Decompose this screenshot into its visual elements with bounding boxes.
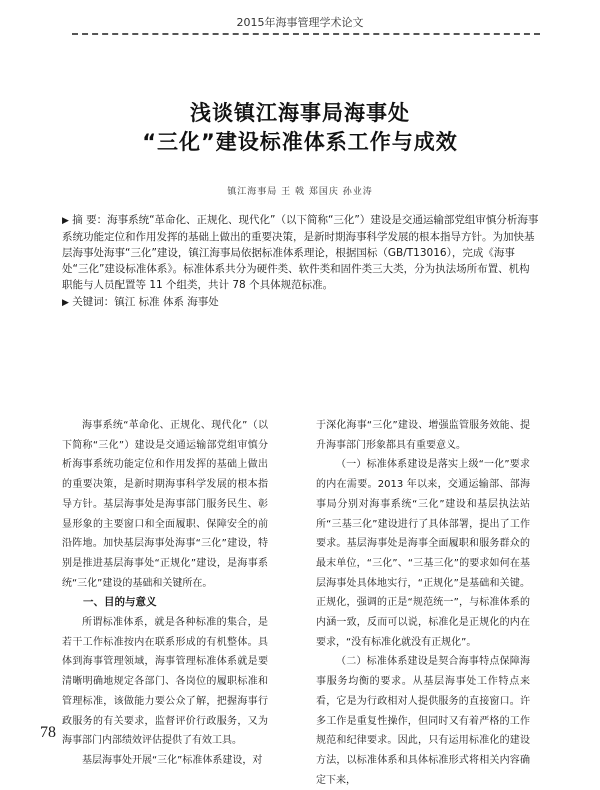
article-title-line-2: “三化”建设标准体系工作与成效 (142, 130, 458, 154)
abstract-label: 摘 要： (72, 214, 108, 226)
abstract-text: 海事系统“革命化、正规化、现代化”（以下简称“三化”）建设是交通运输部党组审慎分析海事系统功能定位和作用发挥的基础上做出的重要决策，是新时期海事科学发展的根本指导方针。为加快基层海事处海事“三化”建设，镇江海事局依据标准体系理论，根据国标（GB/T13016），完成《海事处“三化”建设标准体系》。标准体系共分为硬件类、软件类和固件类三大类，分为执法场所布置、机构职能与人员配置等 11 个组类，共计 78 个具体规范标准。 (62, 214, 539, 291)
keywords-text: 镇江 标准 体系 海事处 (114, 296, 219, 308)
body-paragraph: 海事系统“革命化、正规化、现代化”（以下简称“三化”）建设是交通运输部党组审慎分析海事系统功能定位和作用发挥的基础上做出的重要决策，是新时期海事科学发展的根本指导方针。基层海事处是海事部门服务民生、彰显形象的主要窗口和全面履职、保障安全的前沿阵地。加快基层海事处海事“三化”建设，特别是推进基层海事处“正规化”建设，是海事系统“三化”建设的基础和关键所在。 (62, 420, 268, 589)
body-paragraph: 于深化海事“三化”建设、增强监管服务效能、提升海事部门形象都具有重要意义。 (316, 420, 530, 451)
running-header: 2015年海事管理学术论文 (236, 16, 364, 29)
abstract-marker-icon: ▶ (62, 216, 69, 226)
body-paragraph: （二）标准体系建设是契合海事特点保障海事服务均衡的要求。从基层海事处工作特点来看，它是为行政相对人提供服务的直接窗口。许多工作是重复性操作，但同时又有着严格的工作规范和纪律要求。因此，只有运用标准化的建设方法，以标准体系和具体标准形式将相关内容确定下来， (316, 656, 530, 786)
body-paragraph: （一）标准体系建设是落实上级“一化”要求的内在需要。2013 年以来，交通运输部、部海事局分别对海事系统“三化”建设和基层执法站所“三基三化”建设进行了具体部署，提出了工作要求。基层海事处是海事全面履职和服务群众的最末单位，“三化”、“三基三化”的要求如何在基层海事处具体地实行，“正规化”是基础和关键。正规化，强调的正是“规范统一”，与标准体系的内涵一致，反而可以说，标准化是正规化的内在要求，“没有标准化就没有正规化”。 (316, 459, 530, 648)
author-line: 镇江海事局 王 戟 郑国庆 孙业涛 (227, 187, 373, 197)
body-column-right (316, 416, 530, 790)
abstract-paragraph (62, 212, 540, 293)
keywords-label: 关键词： (72, 296, 115, 308)
body-paragraph: 所谓标准体系，就是各种标准的集合，是若干工作标准按内在联系形成的有机整体。具体到海事管理领域，海事管理标准体系就是要清晰明确地规定各部门、各岗位的履职标准和管理标准，该做能力要公众了解，把握海事行政服务的有关要求，监督评价行政服务，又为海事部门内部绩效评估提供了有效工具。 (62, 617, 268, 747)
keywords-marker-icon: ▶ (62, 298, 69, 308)
section-heading: 一、目的与意义 (83, 596, 157, 609)
body-paragraph: 基层海事处开展“三化”标准体系建设，对 (82, 754, 263, 766)
keywords-line (62, 294, 540, 311)
abstract-block (62, 212, 540, 311)
page-number: 78 (40, 724, 56, 741)
body-column-left (62, 416, 268, 771)
article-title-line-1: 浅谈镇江海事局海事处 (190, 101, 410, 125)
header-divider (72, 33, 540, 35)
